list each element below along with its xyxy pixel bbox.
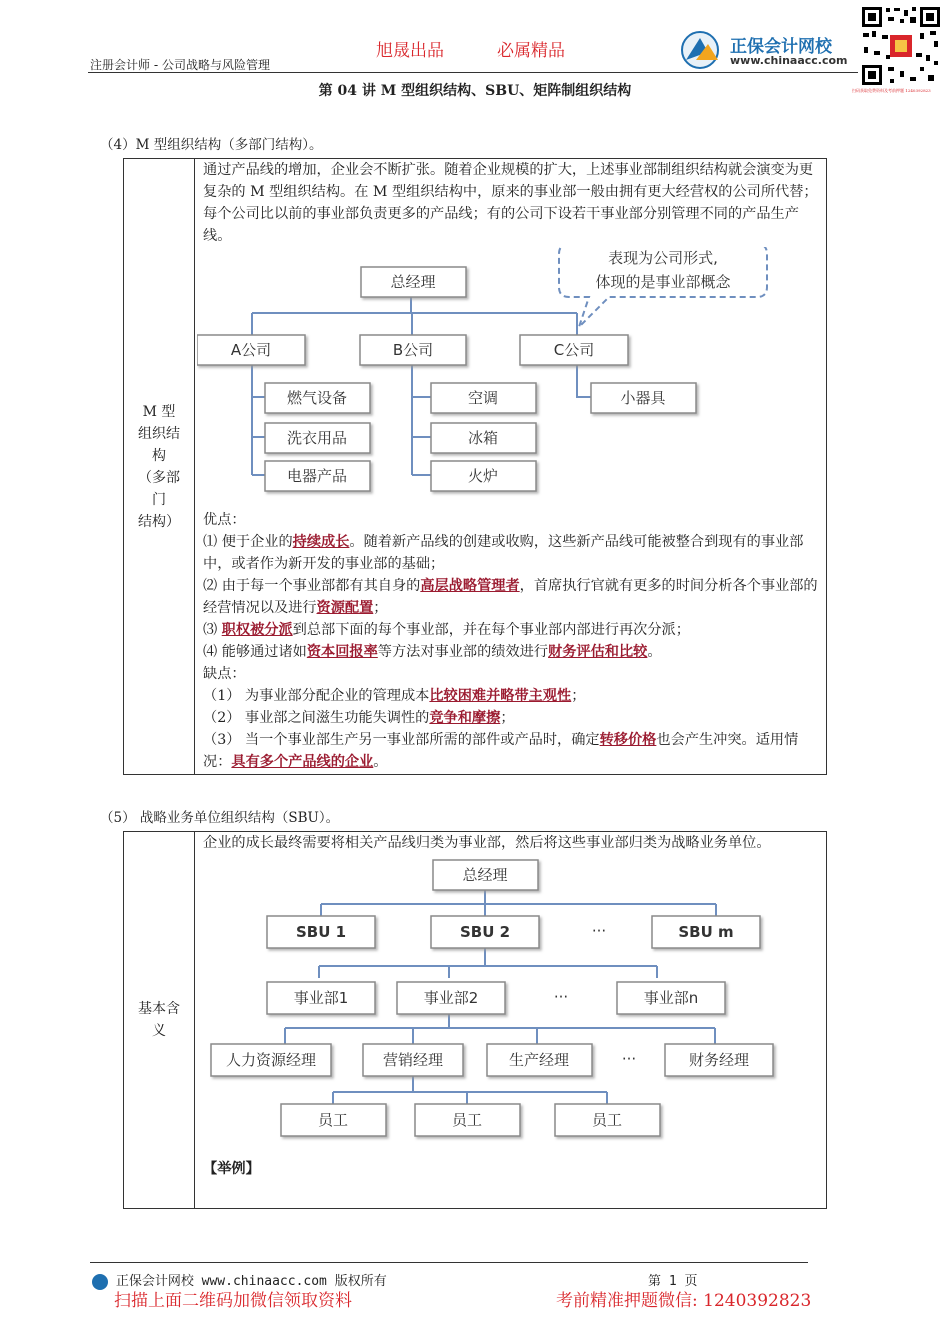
qr-note: 扫码获取免费资料及考前押题 1240392823	[852, 88, 931, 93]
node-manager: 财务经理	[688, 1051, 750, 1069]
node-manager: 生产经理	[508, 1051, 570, 1069]
node-staff: 员工	[451, 1111, 483, 1129]
footer-promo-left: 扫描上面二维码加微信领取资料	[114, 1291, 352, 1311]
section4-content	[195, 159, 827, 775]
example-label: 【举例】	[203, 1161, 260, 1177]
logo-emblem-icon	[678, 30, 726, 70]
label-line: 义	[152, 1023, 166, 1039]
label-line: 组织结	[138, 425, 180, 442]
qr-code	[860, 5, 942, 87]
node-ellipsis: ···	[621, 1050, 637, 1068]
callout-line-1: 表现为公司形式,	[608, 249, 718, 267]
label-line: M 型	[142, 403, 176, 420]
section4-intro: 通过产品线的增加，企业会不断扩张。随着企业规模的扩大，上述事业部制组织结构就会演变为更复杂的 M 型组织结构。在 M 型组织结构中，原来的事业部一般由拥有更大经营权的公司所代替；每个公司比以前的事业部负责更多的产品线；有的公司下设若干事业部分别管理不同的产品生产线。	[203, 162, 818, 244]
node-product: 火炉	[467, 467, 499, 485]
disadvantage-item: （1） 为事业部分配企业的管理成本比较困难并略带主观性；	[203, 688, 586, 704]
footer-promo-right: 考前精准押题微信: 1240392823	[556, 1291, 812, 1311]
node-product: 燃气设备	[286, 389, 348, 407]
advantage-item: ⑴ 便于企业的持续成长。随着新产品线的创建或收购，这些新产品线可能被整合到现有的事业部中，或者作为新开发的事业部的基础；	[203, 534, 804, 572]
section4-label	[124, 159, 195, 775]
callout-line-2: 体现的是事业部概念	[595, 273, 731, 291]
node-staff: 员工	[591, 1111, 623, 1129]
m-structure-diagram	[197, 247, 817, 509]
node-product: 小器具	[620, 389, 666, 407]
node-sbu: SBU m	[678, 923, 734, 941]
node-product: 洗衣用品	[286, 429, 348, 447]
slogan-1: 旭晟出品	[376, 41, 444, 61]
label-line: （多部	[138, 469, 180, 486]
advantage-item: ⑶ 职权被分派到总部下面的每个事业部，并在每个事业部内部进行再次分派；	[203, 622, 690, 638]
section5-content	[195, 832, 827, 1209]
slogan-2: 必属精品	[497, 41, 565, 61]
sbu-root: 总经理	[462, 866, 508, 884]
node-staff: 员工	[317, 1111, 349, 1129]
label-line: 构	[152, 447, 166, 464]
section5-intro: 企业的成长最终需要将相关产品线归类为事业部，然后将这些事业部归类为战略业务单位。	[203, 835, 771, 851]
node-product: 电器产品	[286, 467, 348, 485]
node-division: 事业部2	[423, 989, 479, 1007]
node-company-b: B公司	[392, 341, 434, 359]
logo-url: www.chinaacc.com	[730, 54, 848, 67]
callout-bubble	[559, 247, 767, 327]
disadvantage-item: （2） 事业部之间滋生功能失调性的竞争和摩擦；	[203, 710, 515, 726]
label-line: 基本含	[138, 1001, 180, 1017]
node-product: 空调	[467, 389, 499, 407]
logo-name: 正保会计网校	[730, 37, 832, 57]
advantages-title: 优点：	[203, 512, 246, 528]
node-sbu: SBU 2	[459, 923, 511, 941]
brand-logo	[678, 30, 854, 70]
label-line: 门	[152, 491, 166, 508]
advantage-item: ⑵ 由于每一个事业部都有其自身的高层战略管理者，首席执行官就有更多的时间分析各个事业部的经营情况以及进行资源配置；	[203, 578, 818, 616]
disadvantage-item: （3） 当一个事业部生产另一事业部所需的部件或产品时，确定转移价格也会产生冲突。适用情况：具有多个产品线的企业。	[203, 732, 799, 770]
node-ellipsis: ···	[553, 988, 569, 1006]
section5-label	[124, 832, 195, 1209]
node-manager: 人力资源经理	[225, 1051, 317, 1069]
node-division: 事业部1	[293, 989, 349, 1007]
sbu-structure-diagram	[197, 854, 817, 1158]
node-ellipsis: ···	[591, 922, 607, 940]
node-product: 冰箱	[467, 429, 499, 447]
node-manager: 营销经理	[382, 1051, 444, 1069]
section4-table	[123, 158, 827, 775]
section5-table	[123, 831, 827, 1209]
header-rule	[88, 72, 858, 73]
course-name: 注册会计师 - 公司战略与风险管理	[90, 58, 270, 72]
footer-copyright: 正保会计网校 www.chinaacc.com 版权所有	[92, 1270, 387, 1290]
footer-rule	[90, 1262, 808, 1263]
disadvantages-title: 缺点：	[203, 666, 246, 682]
lecture-title: 第 04 讲 M 型组织结构、SBU、矩阵制组织结构	[318, 83, 632, 99]
advantage-item: ⑷ 能够通过诸如资本回报率等方法对事业部的绩效进行财务评估和比较。	[203, 644, 662, 660]
node-root: 总经理	[390, 273, 436, 291]
node-company-a: A公司	[230, 341, 272, 359]
node-company-c: C公司	[553, 341, 595, 359]
label-line: 结构）	[138, 513, 180, 530]
node-division: 事业部n	[643, 989, 699, 1007]
footer-logo-icon	[92, 1274, 108, 1290]
advantages-block	[195, 509, 826, 773]
node-sbu: SBU 1	[295, 923, 347, 941]
section4-heading: （4）M 型组织结构（多部门结构）。	[100, 137, 323, 153]
footer-page: 第 1 页	[648, 1274, 698, 1289]
section5-heading: （5） 战略业务单位组织结构（SBU）。	[100, 810, 340, 826]
